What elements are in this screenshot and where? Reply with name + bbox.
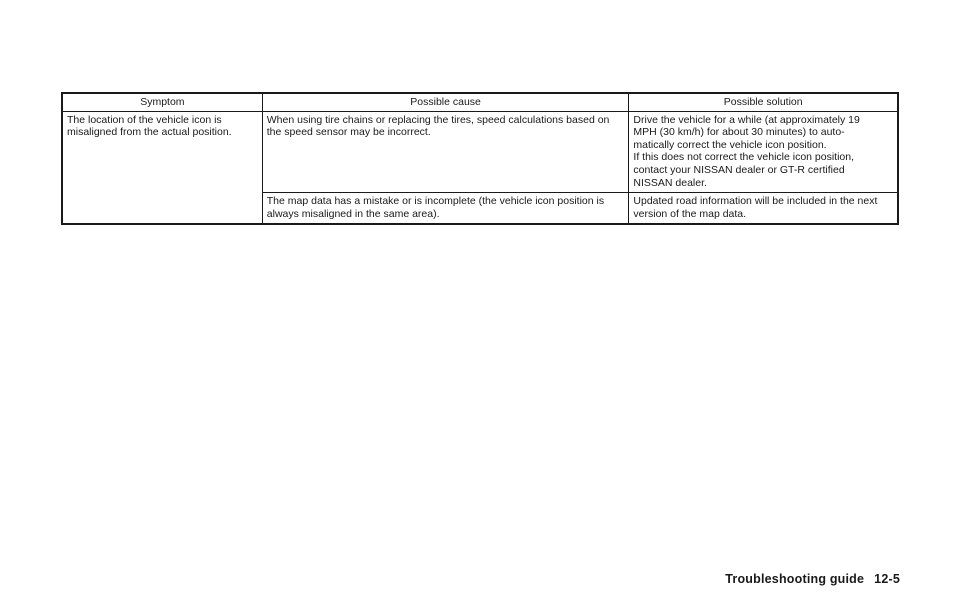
solution-cell: Updated road information will be included in the next version of the map data. — [629, 193, 898, 225]
table-header-row — [62, 93, 898, 111]
header-possible-cause: Possible cause — [262, 93, 629, 111]
footer-section-title: Troubleshooting guide — [725, 572, 865, 586]
cause-cell: The map data has a mistake or is incomplete (the vehicle icon position is always misaligned in the same area). — [262, 193, 629, 225]
troubleshooting-table — [61, 92, 899, 225]
header-possible-solution: Possible solution — [629, 93, 898, 111]
symptom-cell: The location of the vehicle icon is misaligned from the actual position. — [62, 111, 262, 224]
table-row — [62, 111, 898, 193]
page-footer — [725, 572, 900, 586]
solution-cell: Drive the vehicle for a while (at approximately 19 MPH (30 km/h) for about 30 minutes) to auto- matically correct the vehicle icon position. If this does not correct the vehicle icon position, contact your NISSAN dealer or GT-R certified NISSAN dealer. — [629, 111, 898, 193]
footer-page-number: 12-5 — [874, 572, 900, 586]
cause-cell: When using tire chains or replacing the tires, speed calculations based on the speed sensor may be incorrect. — [262, 111, 629, 193]
header-symptom: Symptom — [62, 93, 262, 111]
